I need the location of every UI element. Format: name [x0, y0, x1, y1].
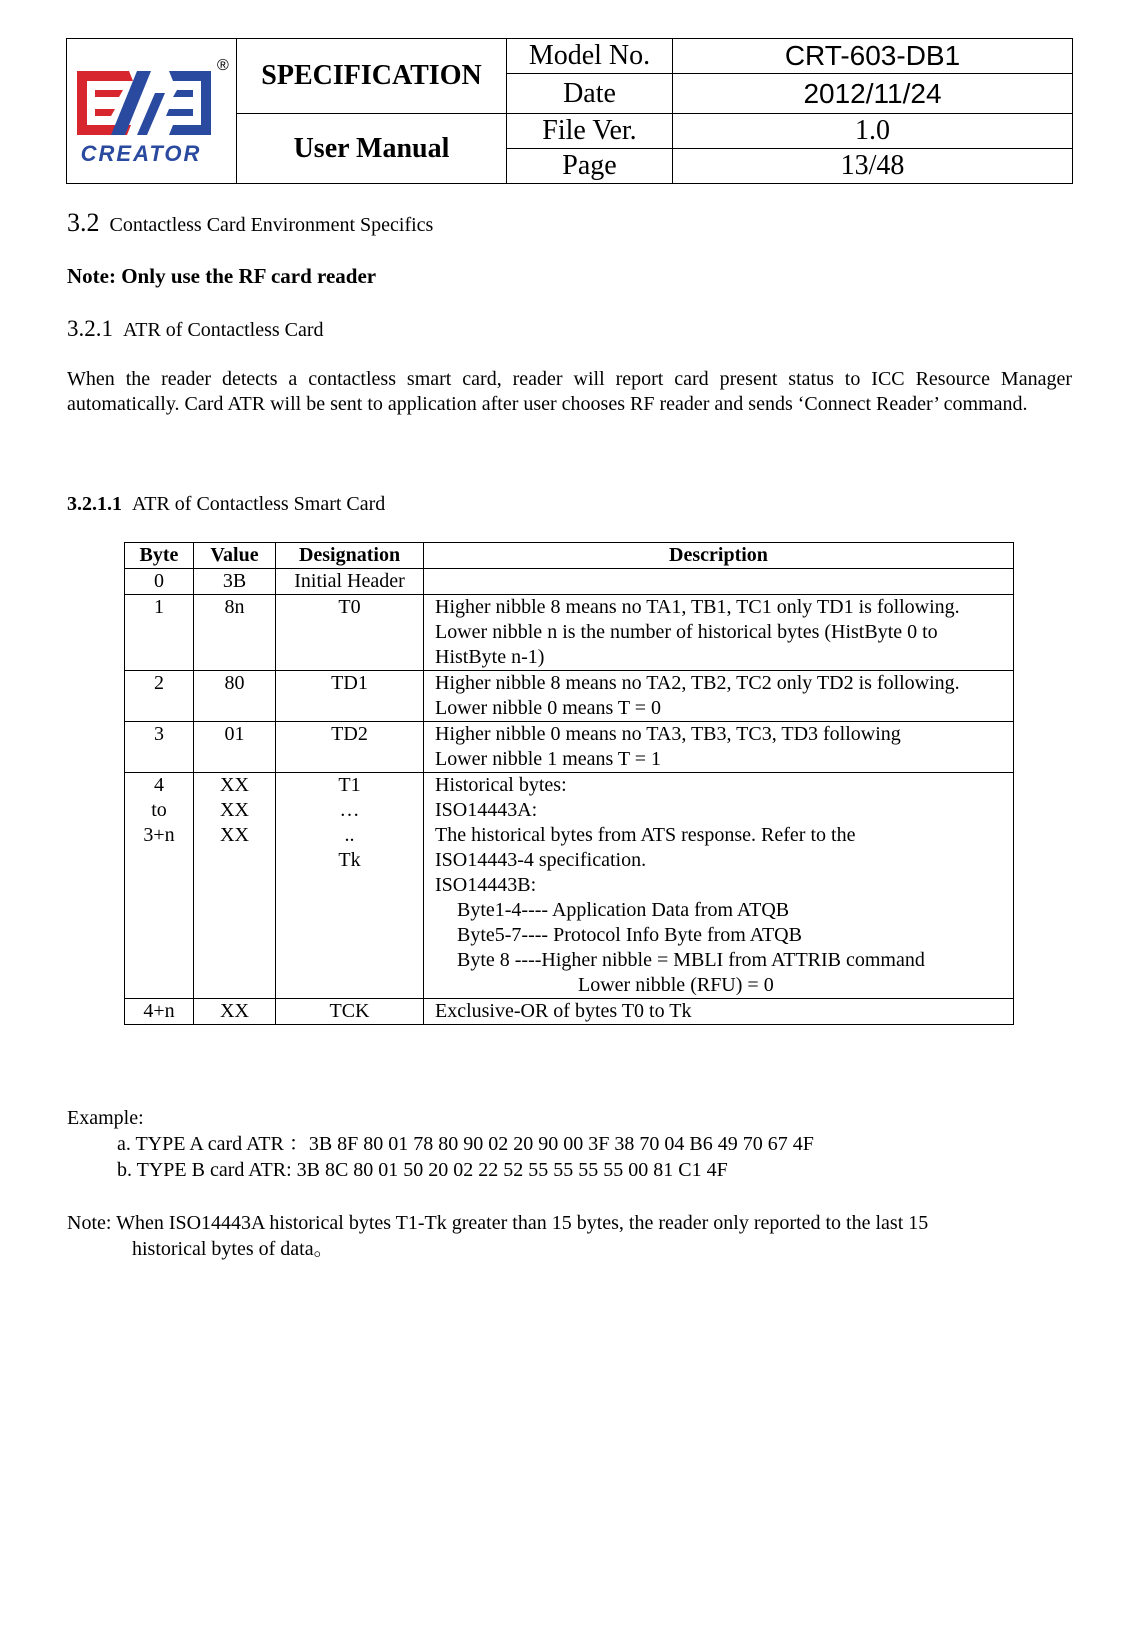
cell-designation: TD1	[276, 671, 424, 722]
table-row	[125, 671, 1014, 722]
section-number: 3.2	[67, 208, 100, 237]
description-line: ISO14443A:	[435, 799, 538, 821]
cell-designation: TCK	[276, 999, 424, 1025]
atr-table	[124, 542, 1014, 1025]
description-line: ISO14443-4 specification.	[435, 849, 647, 871]
cell-byte: 0	[125, 569, 194, 595]
description-line: Higher nibble 8 means no TA1, TB1, TC1 only TD1 is following.	[435, 596, 960, 618]
cell-designation: T0	[276, 595, 424, 671]
byte-line: 3+n	[143, 824, 175, 846]
table-row	[125, 999, 1014, 1025]
section-heading	[67, 208, 433, 238]
cell-description	[424, 671, 1014, 722]
cell-description	[424, 722, 1014, 773]
table-row	[125, 569, 1014, 595]
subsubsection-heading	[67, 493, 385, 516]
cell-byte: 3	[125, 722, 194, 773]
date-label: Date	[507, 74, 673, 114]
description-line: Historical bytes:	[435, 774, 567, 796]
description-line: The historical bytes from ATS response. Refer to the	[435, 824, 856, 846]
model-value: CRT-603-DB1	[673, 39, 1073, 74]
table-header-row	[125, 543, 1014, 569]
description-line: Byte1-4---- Application Data from ATQB	[457, 899, 790, 921]
cell-description	[424, 569, 1014, 595]
subsubsection-title: ATR of Contactless Smart Card	[132, 493, 386, 515]
cell-byte: 4+n	[125, 999, 194, 1025]
cell-value: XX	[194, 999, 276, 1025]
designation-line: ..	[344, 824, 355, 846]
historical-bytes-note	[67, 1210, 1077, 1262]
page-label: Page	[507, 149, 673, 184]
example-type-a: a. TYPE A card ATR ：3B 8F 80 01 78 80 90 02 20 90 00 3F 38 70 04 B6 49 70 67 4F	[117, 1133, 814, 1155]
intro-paragraph: When the reader detects a contactless smart card, reader will report card present status to ICC Resource Manager automatically. Card ATR will be sent to application after user chooses RF reader and sends ‘Connect Reader’ command.	[67, 368, 1072, 415]
description-line: Lower nibble n is the number of historical bytes (HistByte 0 to HistByte n-1)	[435, 621, 938, 668]
byte-line: to	[151, 799, 167, 821]
value-line: XX	[220, 774, 249, 796]
subsection-heading	[67, 316, 324, 342]
cell-value: 01	[194, 722, 276, 773]
cell-byte: 1	[125, 595, 194, 671]
cell-designation: Initial Header	[276, 569, 424, 595]
example-label: Example:	[67, 1107, 144, 1129]
example-type-b: b. TYPE B card ATR: 3B 8C 80 01 50 20 02 22 52 55 55 55 55 00 81 C1 4F	[117, 1159, 728, 1181]
col-header-value: Value	[194, 543, 276, 569]
description-line: ISO14443B:	[435, 874, 537, 896]
description-line: Byte5-7---- Protocol Info Byte from ATQB	[457, 924, 802, 946]
note-line-1: Note: When ISO14443A historical bytes T1-Tk greater than 15 bytes, the reader only reported to the last 15	[67, 1212, 929, 1234]
table-row	[125, 773, 1014, 999]
logo-wordmark: CREATOR	[80, 141, 202, 166]
subsection-title: ATR of Contactless Card	[123, 319, 324, 341]
description-line: Lower nibble 1 means T = 1	[435, 748, 662, 770]
designation-line: T1	[338, 774, 361, 796]
designation-line: …	[339, 799, 360, 821]
table-row	[125, 722, 1014, 773]
page-value: 13/48	[673, 149, 1073, 184]
table-row	[125, 595, 1014, 671]
cell-value	[194, 773, 276, 999]
specification-title: SPECIFICATION	[237, 39, 507, 114]
date-value: 2012/11/24	[673, 74, 1073, 114]
example-block	[67, 1105, 814, 1183]
cell-value: 80	[194, 671, 276, 722]
registered-mark: ®	[217, 57, 229, 74]
description-line: Lower nibble 0 means T = 0	[435, 697, 662, 719]
spec-header-table	[66, 38, 1073, 184]
creator-logo	[71, 57, 233, 175]
file-version-label: File Ver.	[507, 114, 673, 149]
description-line: Higher nibble 0 means no TA3, TB3, TC3, TD3 following	[435, 723, 901, 745]
cell-designation	[276, 773, 424, 999]
col-header-description: Description	[424, 543, 1014, 569]
note-line-2: historical bytes of data。	[132, 1238, 334, 1260]
value-line: XX	[220, 799, 249, 821]
cell-designation: TD2	[276, 722, 424, 773]
cell-byte: 2	[125, 671, 194, 722]
description-line: Exclusive-OR of bytes T0 to Tk	[435, 1000, 692, 1022]
cell-description	[424, 999, 1014, 1025]
description-line: Lower nibble (RFU) = 0	[578, 974, 774, 996]
cell-description	[424, 773, 1014, 999]
description-line: Higher nibble 8 means no TA2, TB2, TC2 only TD2 is following.	[435, 672, 960, 694]
col-header-byte: Byte	[125, 543, 194, 569]
cell-value: 8n	[194, 595, 276, 671]
file-version-value: 1.0	[673, 114, 1073, 149]
rf-note: Note: Only use the RF card reader	[67, 264, 377, 288]
value-line: XX	[220, 824, 249, 846]
designation-line: Tk	[338, 849, 361, 871]
subsubsection-number: 3.2.1.1	[67, 493, 122, 515]
logo-cell	[67, 39, 237, 184]
subsection-number: 3.2.1	[67, 316, 113, 341]
cell-byte	[125, 773, 194, 999]
description-line: Byte 8 ----Higher nibble = MBLI from ATTRIB command	[457, 949, 925, 971]
model-label: Model No.	[507, 39, 673, 74]
cell-value: 3B	[194, 569, 276, 595]
byte-line: 4	[154, 774, 164, 796]
user-manual-title: User Manual	[237, 114, 507, 184]
section-title: Contactless Card Environment Specifics	[109, 214, 434, 236]
cell-description	[424, 595, 1014, 671]
col-header-designation: Designation	[276, 543, 424, 569]
